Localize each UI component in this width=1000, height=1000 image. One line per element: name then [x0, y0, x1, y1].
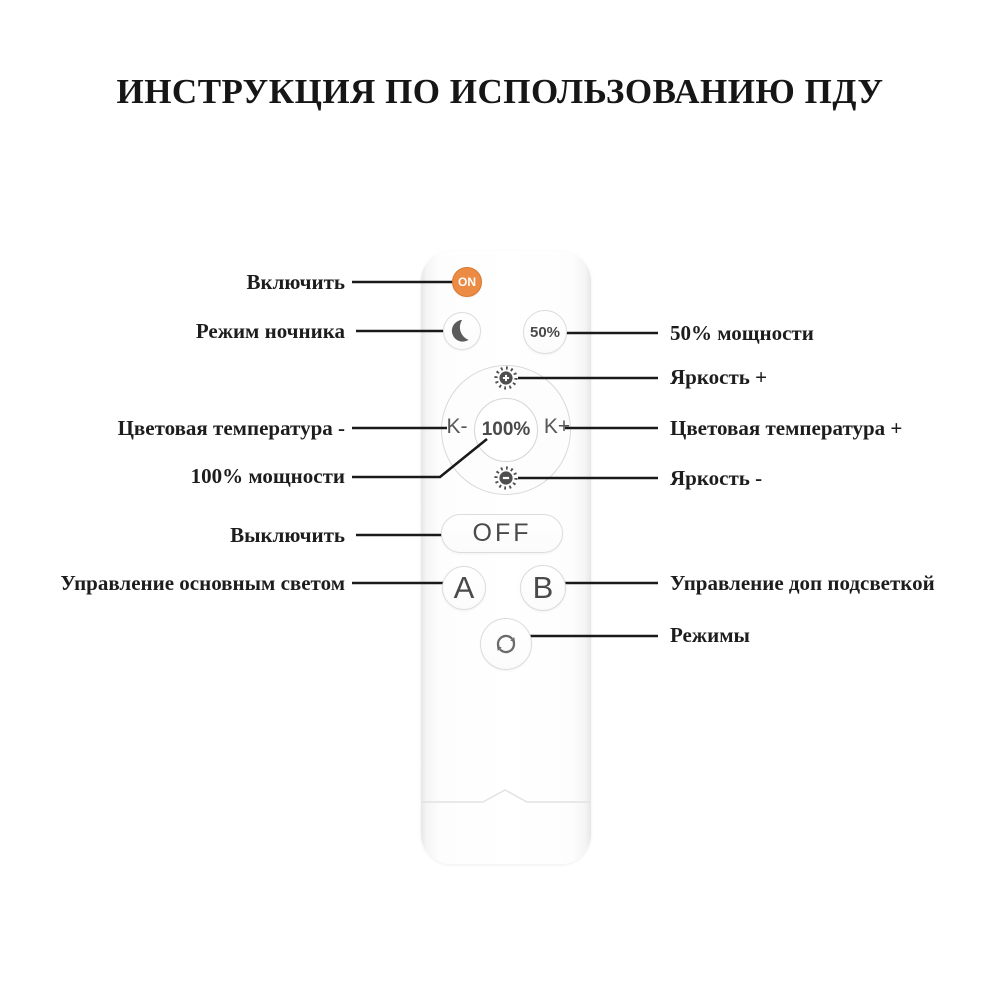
brightness-minus-label: Яркость - — [670, 466, 763, 490]
power-off-label: Выключить — [230, 523, 345, 547]
cycle-arrows-icon — [490, 628, 522, 660]
power-50-button: 50% — [523, 310, 567, 354]
main-light-button: A — [442, 566, 486, 610]
color-temp-plus-button: K+ — [543, 415, 571, 438]
color-temp-plus-label: Цветовая температура + — [670, 416, 903, 440]
modes-button — [480, 618, 532, 670]
power-100-button: 100% — [474, 398, 538, 462]
brightness-plus-label: Яркость + — [670, 365, 768, 389]
page-title: ИНСТРУКЦИЯ ПО ИСПОЛЬЗОВАНИЮ ПДУ — [116, 72, 884, 111]
color-temp-minus-button: K- — [446, 415, 468, 438]
main-light-label: Управление основным светом — [60, 571, 345, 595]
aux-light-label: Управление доп подсветкой — [670, 571, 935, 595]
sun-plus-icon — [493, 365, 519, 391]
power-on-button: ON — [452, 267, 482, 297]
power-off-button: OFF — [441, 514, 563, 553]
aux-light-button: B — [520, 565, 566, 611]
power-100-label: 100% мощности — [190, 464, 345, 488]
color-temp-minus-label: Цветовая температура - — [117, 416, 345, 440]
modes-label: Режимы — [670, 623, 750, 647]
night-mode-button — [443, 312, 481, 350]
moon-icon — [448, 317, 476, 345]
power-on-label: Включить — [246, 270, 345, 294]
sun-minus-icon — [493, 465, 519, 491]
power-50-label: 50% мощности — [670, 321, 814, 345]
night-mode-label: Режим ночника — [195, 319, 345, 343]
